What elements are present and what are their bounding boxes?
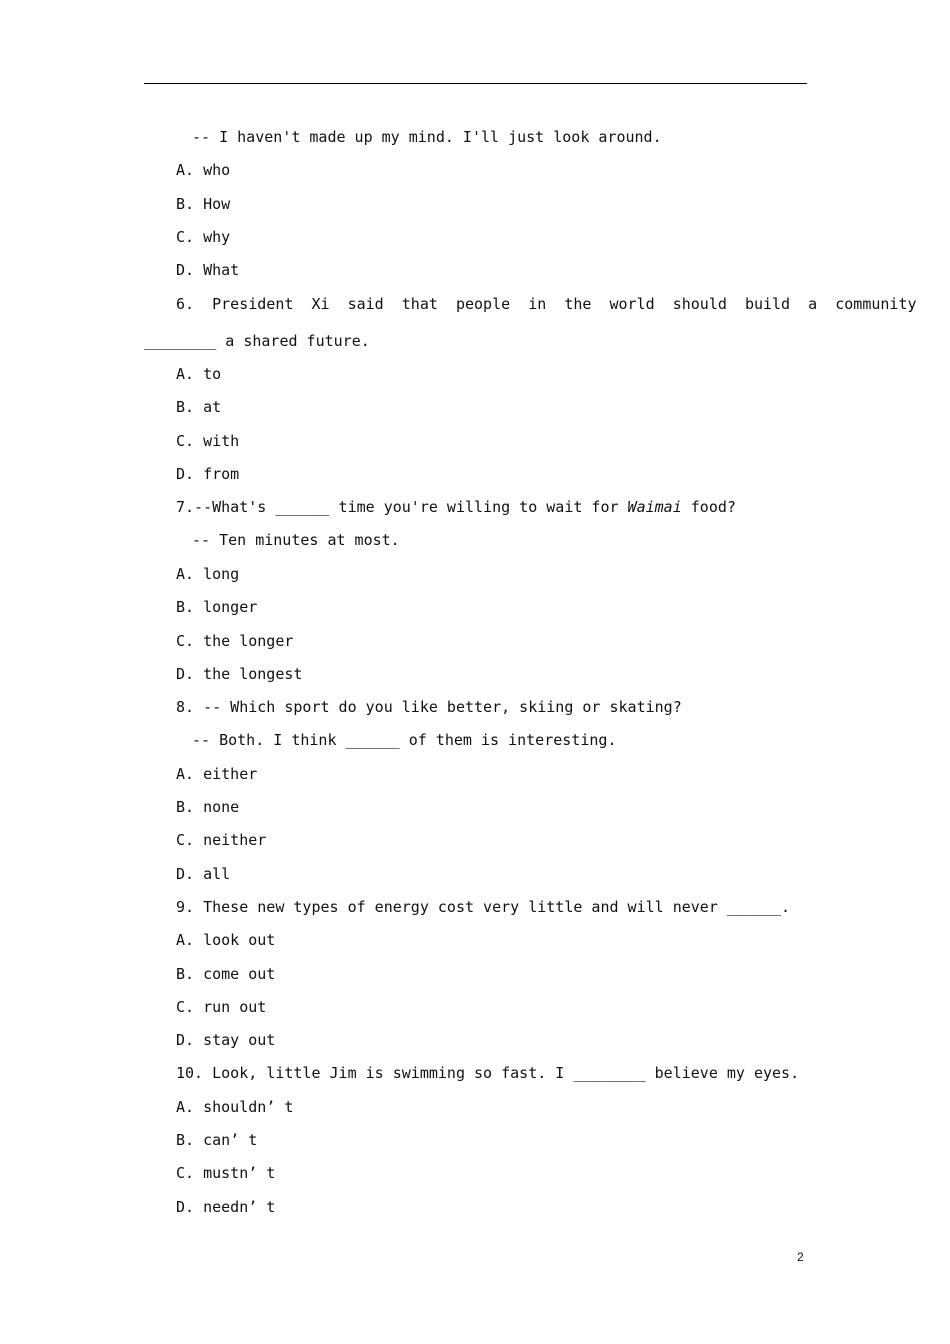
q5-reply: -- I haven't made up my mind. I'll just look around. bbox=[192, 128, 662, 146]
q10-option-a: A. shouldn’ t bbox=[176, 1098, 294, 1116]
q6-stem-line2: ________ a shared future. bbox=[144, 332, 370, 350]
q10-option-c: C. mustn’ t bbox=[176, 1164, 276, 1182]
q7-option-b: B. longer bbox=[176, 598, 258, 616]
q9-option-b: B. come out bbox=[176, 965, 276, 983]
q10-stem: 10. Look, little Jim is swimming so fast. I ________ believe my eyes. bbox=[176, 1064, 800, 1082]
q8-reply: -- Both. I think ______ of them is interesting. bbox=[192, 731, 617, 749]
q7-stem-italic: Waimai bbox=[627, 498, 682, 516]
q10-option-d: D. needn’ t bbox=[176, 1198, 276, 1216]
q5-option-b: B. How bbox=[176, 195, 231, 213]
q7-option-c: C. the longer bbox=[176, 632, 294, 650]
q6-option-c: C. with bbox=[176, 432, 240, 450]
q6-option-b: B. at bbox=[176, 398, 222, 416]
q8-option-d: D. all bbox=[176, 865, 231, 883]
q5-option-c: C. why bbox=[176, 228, 231, 246]
q9-option-c: C. run out bbox=[176, 998, 267, 1016]
q7-stem-pre: 7.--What's ______ time you're willing to wait for bbox=[176, 498, 628, 516]
q10-option-b: B. can’ t bbox=[176, 1131, 258, 1149]
q5-option-d: D. What bbox=[176, 261, 240, 279]
q9-stem: 9. These new types of energy cost very little and will never ______. bbox=[176, 898, 791, 916]
q8-option-b: B. none bbox=[176, 798, 240, 816]
q6-option-d: D. from bbox=[176, 465, 240, 483]
q7-stem-post: food? bbox=[681, 498, 736, 516]
page-number: 2 bbox=[797, 1250, 804, 1264]
q8-stem: 8. -- Which sport do you like better, skiing or skating? bbox=[176, 698, 682, 716]
q7-option-a: A. long bbox=[176, 565, 240, 583]
q9-option-d: D. stay out bbox=[176, 1031, 276, 1049]
q9-option-a: A. look out bbox=[176, 931, 276, 949]
q6-option-a: A. to bbox=[176, 365, 222, 383]
q6-stem-line1: 6. President Xi said that people in the world should build a community bbox=[176, 295, 917, 313]
header-rule bbox=[144, 83, 807, 84]
q7-option-d: D. the longest bbox=[176, 665, 303, 683]
q7-reply: -- Ten minutes at most. bbox=[192, 531, 400, 549]
q5-option-a: A. who bbox=[176, 161, 231, 179]
q8-option-a: A. either bbox=[176, 765, 258, 783]
q8-option-c: C. neither bbox=[176, 831, 267, 849]
q7-stem bbox=[176, 498, 736, 516]
